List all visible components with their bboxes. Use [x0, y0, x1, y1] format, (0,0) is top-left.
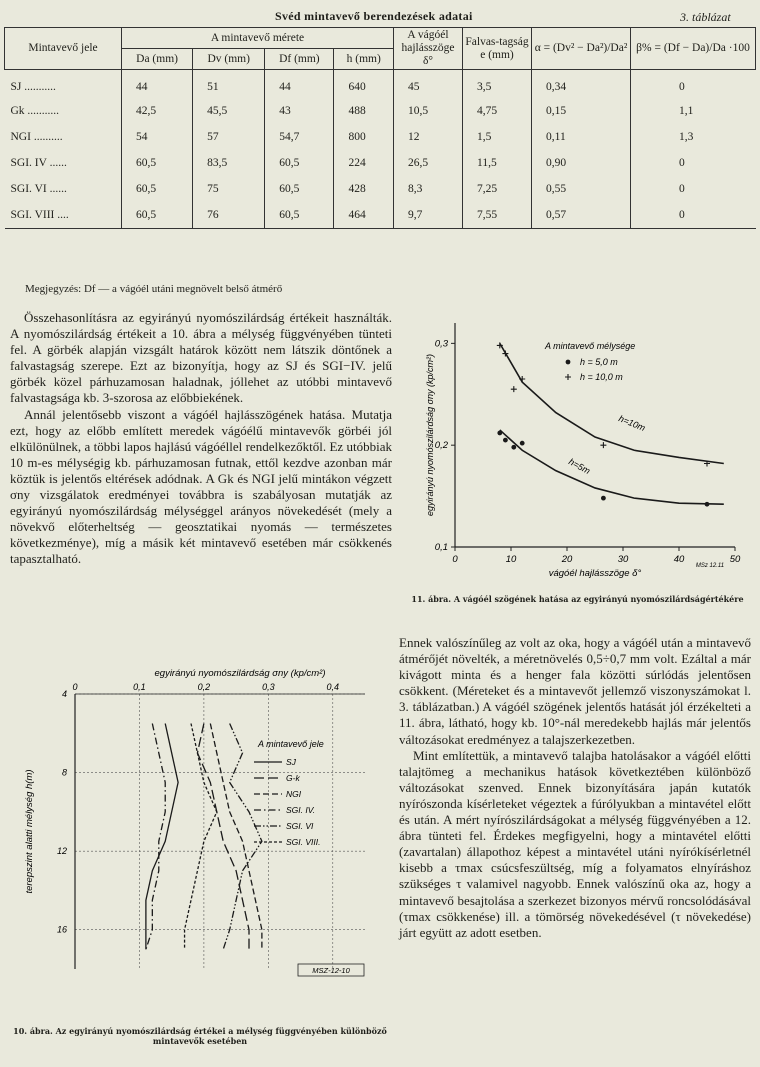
x-tick-label: 40: [673, 554, 685, 565]
cell-df: 60,5: [265, 150, 334, 176]
fig11-caption: 11. ábra. A vágóél szögének hatása az egyirányú nyomószilárdságértékére: [411, 594, 744, 604]
x-tick-label: 20: [561, 554, 573, 565]
table-title: Svéd mintavevő berendezések adatai: [275, 9, 473, 23]
series-line-5: [185, 723, 217, 949]
series-line-4: [223, 723, 262, 949]
cell-wall: 4,75: [463, 98, 532, 124]
cell-angle: 45: [394, 70, 463, 99]
y-axis-title: egyirányú nyomószilárdság σny (kp/cm²): [425, 354, 435, 516]
table-row: [5, 202, 756, 229]
curve-label: h=10m: [617, 413, 647, 434]
x-tick-label: 10: [505, 554, 517, 565]
cell-angle: 10,5: [394, 98, 463, 124]
legend-marker: [566, 360, 571, 365]
cell-h: 224: [334, 150, 394, 176]
y-tick-label: 12: [56, 846, 67, 857]
series-curve-0: [500, 430, 724, 504]
curve-label: h=5m: [567, 456, 592, 476]
cell-alpha: 0,15: [532, 98, 631, 124]
legend-label: G-k: [286, 773, 300, 783]
data-point: [503, 438, 508, 443]
cell-wall: 11,5: [463, 150, 532, 176]
data-point: [497, 431, 502, 436]
x-axis-title: vágóél hajlásszöge δ°: [548, 568, 642, 579]
col-header-angle: A vágóél hajlásszöge δ°: [394, 28, 463, 70]
cell-df: 60,5: [265, 176, 334, 202]
fig10-chart: [10, 664, 390, 994]
left-column-text: [10, 310, 392, 568]
cell-df: 54,7: [265, 124, 334, 150]
legend-marker: [565, 374, 571, 380]
cell-dv: 83,5: [193, 150, 265, 176]
x-tick-label: 0: [72, 682, 78, 692]
col-header-da: Da (mm): [122, 49, 193, 70]
data-table: [4, 27, 756, 229]
x-tick-label: 0,1: [133, 682, 146, 692]
paragraph: Ennek valószínűleg az volt az oka, hogy a vágóél után a mintavevő átmérőjét növelték, a méretnövelés 0,5÷0,7 mm volt. Ezáltal a már kivágott minta és a henger fala közötti súrlódás jelentősen csökkent. (Méreteket és a mintavevőt jellemző viszonyszámokat l. 3. táblázatban.) A vágóél szögének jelentős hatását jól érzékelteti a 11. ábra, látható, hogy kb. 10°-nál meredekebb hajlás már jelentős változásokat eredményez a talajszerkezetben.: [399, 635, 751, 747]
series-line-0: [146, 723, 178, 949]
cell-beta: 0: [631, 150, 756, 176]
legend-label: SGI. VIII.: [286, 837, 321, 847]
table-row: [5, 98, 756, 124]
cell-angle: 12: [394, 124, 463, 150]
cell-alpha: 0,11: [532, 124, 631, 150]
cell-da: 60,5: [122, 176, 193, 202]
fig10-caption: 10. ábra. Az egyirányú nyomószilárdság értékei a mélység függvényében különböző mintavevők esetében: [13, 1026, 387, 1046]
x-tick-label: 50: [729, 554, 741, 565]
data-point: [705, 502, 710, 507]
table-number: 3. táblázat: [680, 10, 731, 24]
paragraph: Annál jelentősebb viszont a vágóél hajlásszögének hatása. Mutatja ezt, hogy az előbb említett meredek vágóélű mintavevők görbéi jól elkülönülnek, a többi lapos hajlású vágóéllel rendelkezőktől. Ez utóbbiak 10 m-es mélységig kb. párhuzamosan futnak, ettől kezdve azonban már köztük is jelentős eltérések adódnak. A Gk és NGI jelű mintákon végzett σny vizsgálatok eredményei továbbra is szabályosan mutatják az egyirányú nyomószilárdság mélységgel arányos növekedését (mely a növekvő előterheltség — geosztatikai nyomás — természetes következménye), míg a másik két mintavevő esetében már csökkenés tapasztalható.: [10, 406, 392, 567]
cell-dv: 45,5: [193, 98, 265, 124]
y-axis-title: terepszint alatti mélység h(m): [24, 769, 35, 894]
cell-angle: 8,3: [394, 176, 463, 202]
cell-beta: 1,1: [631, 98, 756, 124]
cell-wall: 7,55: [463, 202, 532, 229]
cell-dv: 75: [193, 176, 265, 202]
data-point: [511, 386, 517, 392]
cell-name: Gk ...........: [10, 105, 60, 117]
cell-df: 43: [265, 98, 334, 124]
x-tick-label: 30: [617, 554, 629, 565]
cell-h: 640: [334, 70, 394, 99]
x-tick-label: 0,4: [326, 682, 340, 692]
col-header-jele: Mintavevő jele: [5, 28, 122, 70]
y-tick-label: 0,1: [434, 542, 448, 553]
cell-wall: 7,25: [463, 176, 532, 202]
cell-name: NGI ..........: [10, 131, 63, 143]
y-tick-label: 8: [61, 767, 67, 778]
table-row: [5, 70, 756, 99]
cell-name: SGI. VI ......: [10, 183, 67, 195]
cell-beta: 0: [631, 176, 756, 202]
cell-name: SGI. VIII ....: [5, 202, 122, 229]
cell-da: 60,5: [122, 202, 193, 229]
cell-beta: 1,3: [631, 124, 756, 150]
legend-title: A mintavevő mélysége: [545, 341, 636, 351]
y-tick-label: 0,3: [434, 338, 448, 350]
cell-wall: 3,5: [463, 70, 532, 99]
cell-beta: 0: [631, 202, 756, 229]
cell-name: SGI. IV ......: [10, 157, 67, 169]
cell-beta: 0: [631, 70, 756, 99]
legend-label: NGI: [286, 789, 302, 799]
cell-da: 44: [122, 70, 193, 99]
cell-da: 60,5: [122, 150, 193, 176]
col-header-beta: β% = (Df − Da)/Da ·100: [631, 28, 756, 70]
cell-h: 464: [334, 202, 394, 229]
cell-angle: 26,5: [394, 150, 463, 176]
fig11-code: MSz 12.11: [695, 563, 725, 569]
col-header-h: h (mm): [334, 49, 394, 70]
cell-h: 488: [334, 98, 394, 124]
cell-angle: 9,7: [394, 202, 463, 229]
cell-h: 428: [334, 176, 394, 202]
y-tick-label: 0,2: [434, 440, 448, 452]
cell-alpha: 0,57: [532, 202, 631, 229]
cell-alpha: 0,90: [532, 150, 631, 176]
cell-name: SJ ...........: [10, 81, 56, 93]
cell-alpha: 0,34: [532, 70, 631, 99]
y-tick-label: 16: [56, 924, 67, 935]
x-tick-label: 0: [452, 554, 458, 565]
col-header-df: Df (mm): [265, 49, 334, 70]
cell-alpha: 0,55: [532, 176, 631, 202]
cell-df: 44: [265, 70, 334, 99]
x-axis-title: egyirányú nyomószilárdság σny (kp/cm²): [154, 668, 326, 679]
table-note: Megjegyzés: Df — a vágóél utáni megnövelt belső átmérő: [25, 283, 283, 295]
table-row: [5, 150, 756, 176]
fig10-code: MSZ-12-10: [312, 966, 350, 975]
cell-dv: 57: [193, 124, 265, 150]
data-point: [600, 442, 606, 448]
cell-da: 42,5: [122, 98, 193, 124]
col-header-wall: Falvas-tagság e (mm): [463, 28, 532, 70]
cell-wall: 1,5: [463, 124, 532, 150]
col-header-merete: A mintavevő mérete: [122, 28, 394, 49]
legend-label: h = 10,0 m: [580, 372, 623, 382]
legend-label: h = 5,0 m: [580, 357, 618, 367]
data-point: [520, 441, 525, 446]
paragraph: Összehasonlításra az egyirányú nyomószilárdság értékeit használták. A nyomószilárdság értékeit a 10. ábra a mélység függvényében tünteti fel. A görbék alapján vizsgált határok között nem látszik döntőnek a falvastagság szerepe. Ezt az bizonyítja, hogy az SJ és SGI−IV. jelű görbék közel párhuzamosan haladnak, jóllehet az utóbbi mintavevő falvastagsága kb. 3-szorosa az előbbiekének.: [10, 310, 392, 406]
fig11-chart: [400, 315, 755, 590]
legend-label: SGI. IV.: [286, 805, 316, 815]
legend-label: SJ: [286, 757, 296, 767]
table-row: [5, 124, 756, 150]
paragraph: Mint említettük, a mintavevő talajba hatolásakor a vágóél előtti talajtömeg a mechanikus hatások következtében különböző változásokat szenved. Ennek bizonyítására japán kutatók nyírószonda kísérleteket végeztek a fúrólyukban a mintavétel előtt és után. A mért nyírószilárdságokat a mélység függvényében a 12. ábra tünteti fel. Érdekes megfigyelni, hogy a mintavétel előtti (zavartalan) állapothoz képest a mintavétel utáni nyírókísérletnél kisebb a τmax csúcsfeszültség, míg a folyamatos elnyíráshoz szükséges τ valamivel nagyobb. Ennek valószínű oka az, hogy a mintavevő besajtolása a szerkezet bizonyos mérvű roncsolódásával (τmax csökkenése) ill. a tömörség növekedésével (τ növekedése) járt együtt az adott esetben.: [399, 747, 751, 940]
series-line-2: [210, 723, 262, 949]
col-header-alpha: α = (Dv² − Da²)/Da²: [532, 28, 631, 70]
cell-dv: 51: [193, 70, 265, 99]
cell-h: 800: [334, 124, 394, 150]
cell-dv: 76: [193, 202, 265, 229]
table-row: [5, 176, 756, 202]
col-header-dv: Dv (mm): [193, 49, 265, 70]
legend-title: A mintavevő jele: [258, 739, 324, 749]
cell-da: 54: [122, 124, 193, 150]
legend-label: SGI. VI: [286, 821, 314, 831]
data-point: [601, 496, 606, 501]
right-column-text: [399, 635, 751, 941]
y-tick-label: 4: [61, 689, 67, 699]
cell-df: 60,5: [265, 202, 334, 229]
x-tick-label: 0,3: [262, 682, 275, 692]
series-line-3: [146, 723, 165, 949]
x-tick-label: 0,2: [197, 682, 211, 692]
data-point: [511, 445, 516, 450]
